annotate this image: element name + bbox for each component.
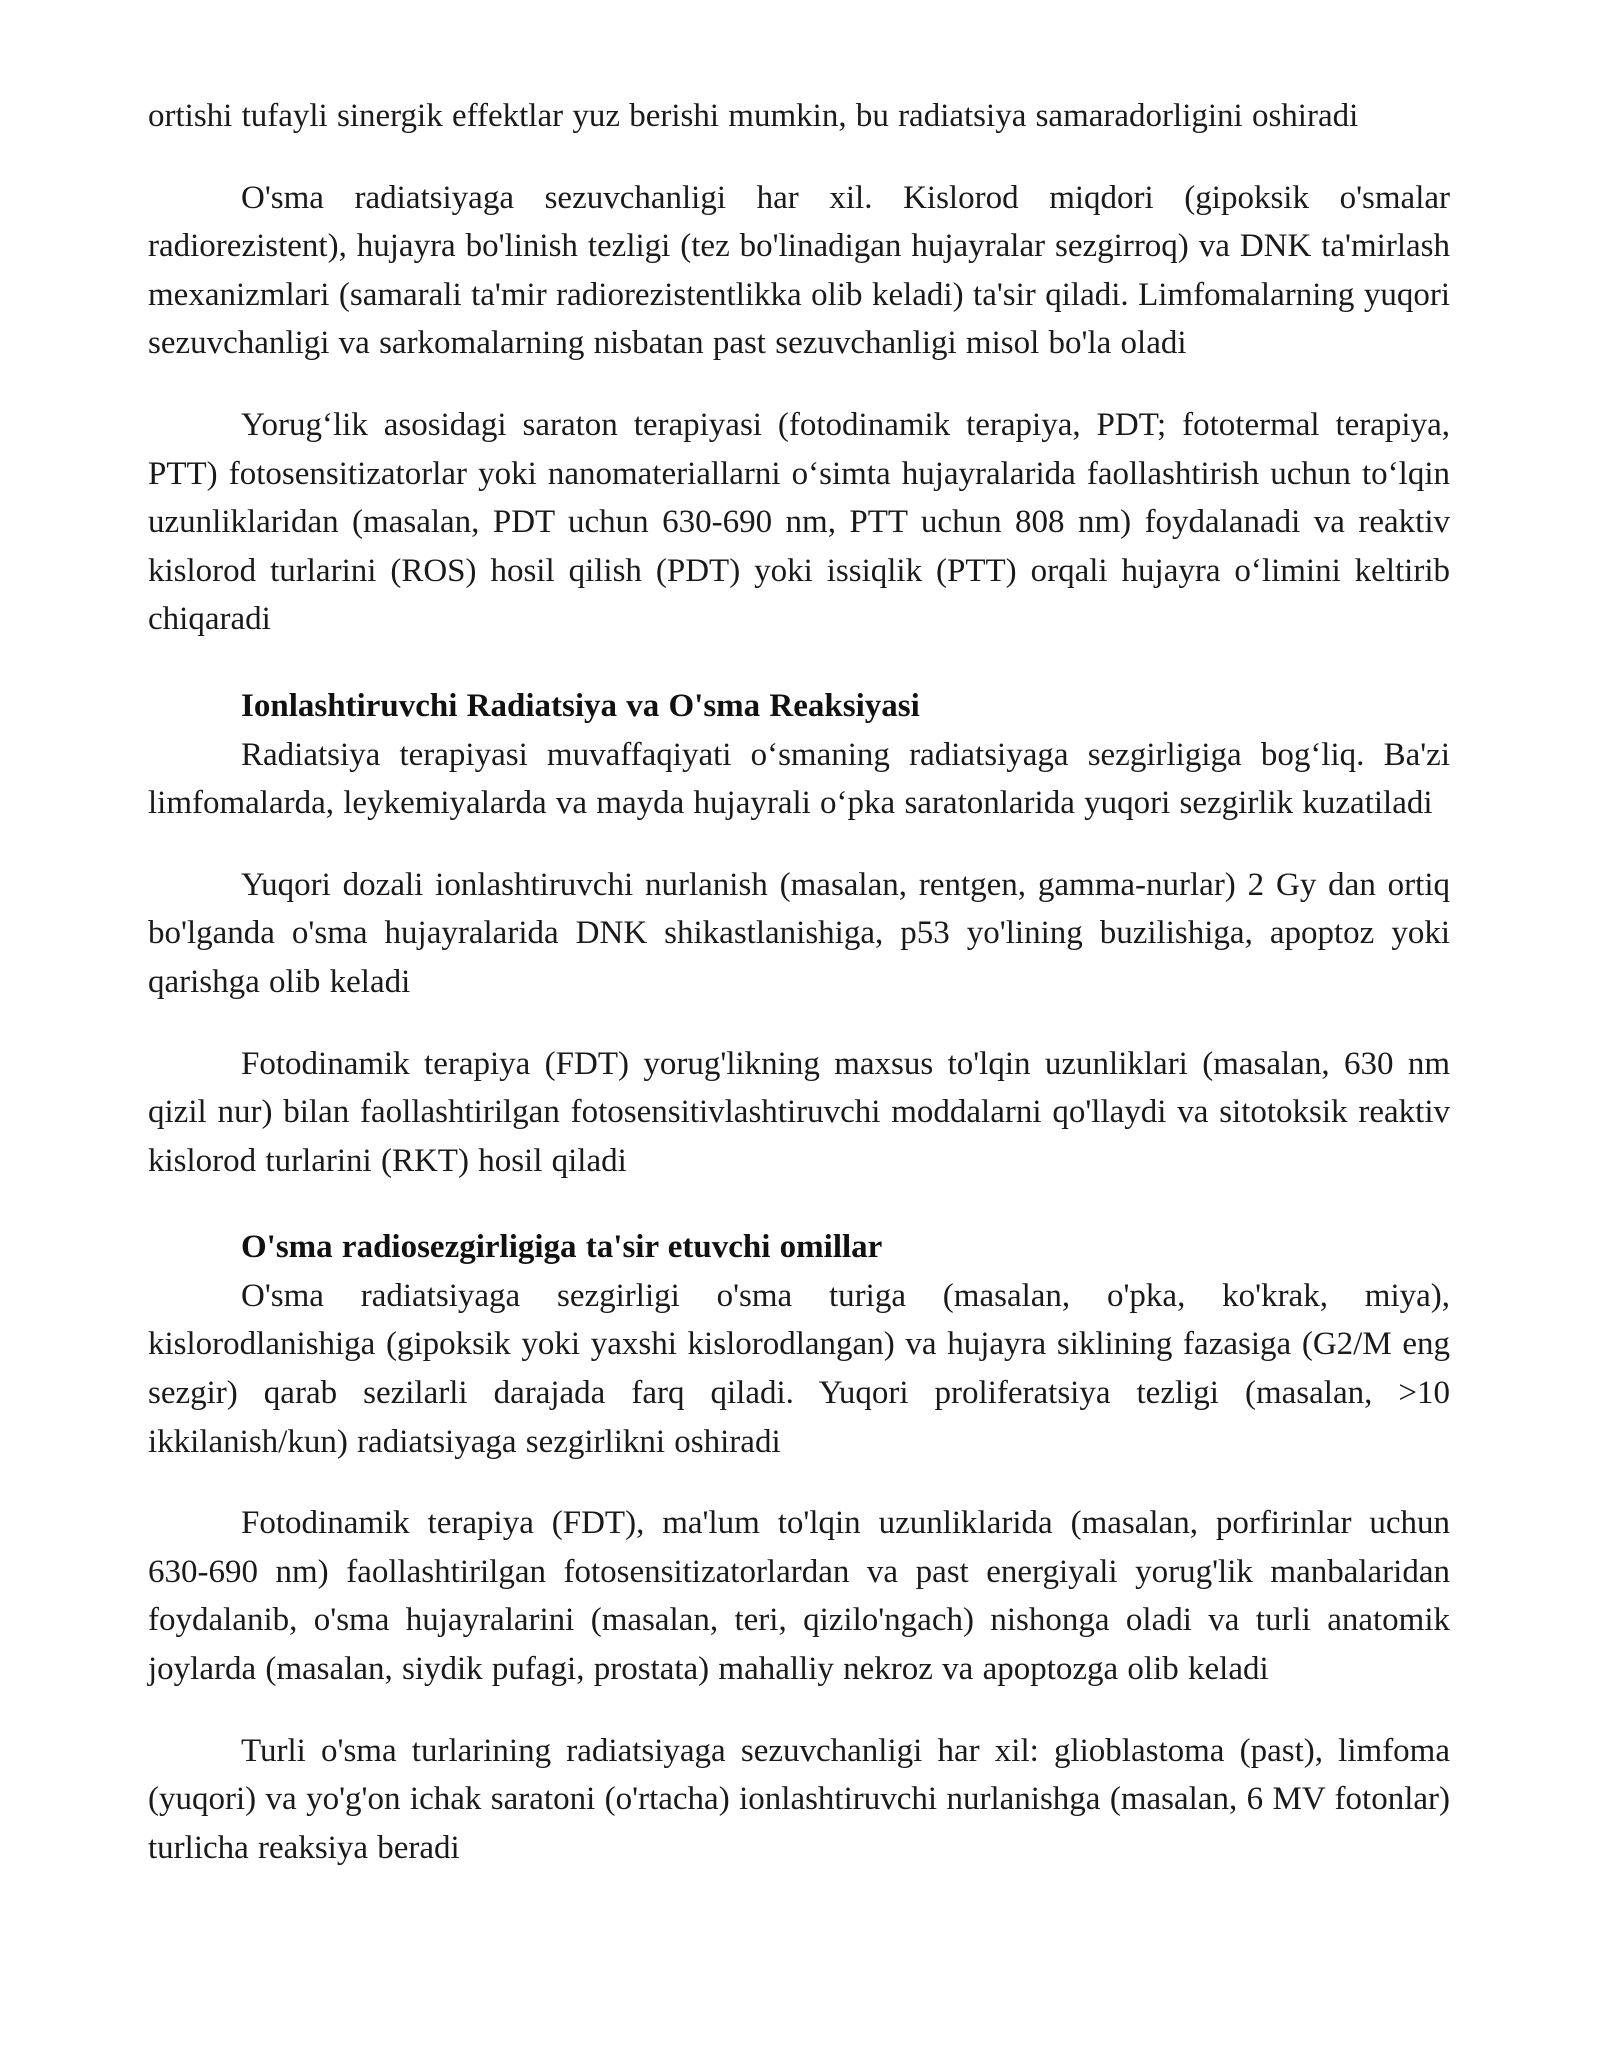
paragraph-radiotherapy-success: Radiatsiya terapiyasi muvaffaqiyati o‘smaning radiatsiyaga sezgirligiga bog‘liq. Ba'zi limfomalarda, leykemiyalarda va mayda hujayrali o‘pka saratonlarida yuqori sezgirlik kuzatiladi [148,736,1450,822]
paragraph-high-dose-radiation: Yuqori dozali ionlashtiruvchi nurlanish (masalan, rentgen, gamma-nurlar) 2 Gy dan ortiq bo'lganda o'sma hujayralarida DNK shikastlanishiga, p53 yo'lining buzilishiga, apoptoz yoki qarishga olib keladi [148,866,1450,1000]
paragraph-pdt-wavelengths: Fotodinamik terapiya (FDT), ma'lum to'lqin uzunliklarida (masalan, porfirinlar uchun 630-690 nm) faollashtirilgan fotosensitizatorlardan va past energiyali yorug'lik manbalaridan foydalanib, o'sma hujayralarini (masalan, teri, qizilo'ngach) nishonga oladi va turli anatomik joylarda (masalan, siydik pufagi, prostata) mahalliy nekroz va apoptozga olib keladi [148,1505,1450,1688]
section-heading-ionizing-radiation: Ionlashtiruvchi Radiatsiya va O'sma Reaksiyasi [241,687,920,724]
paragraph-tumor-types: Turli o'sma turlarining radiatsiyaga sezuvchanligi har xil: glioblastoma (past), limfoma (yuqori) va yo'g'on ichak saratoni (o'rtacha) ionlashtiruvchi nurlanishga (masalan, 6 MV fotonlar) turlicha reaksiya beradi [148,1732,1450,1866]
paragraph-photodynamic-therapy: Fotodinamik terapiya (FDT) yorug'likning maxsus to'lqin uzunliklari (masalan, 630 nm qizil nur) bilan faollashtirilgan fotosensitivlashtiruvchi moddalarni qo'llaydi va sitotoksik reaktiv kislorod turlarini (RKT) hosil qiladi [148,1045,1450,1179]
paragraph-tumor-radiosensitivity: O'sma radiatsiyaga sezuvchanligi har xil. Kislorod miqdori (gipoksik o'smalar radiorezistent), hujayra bo'linish tezligi (tez bo'linadigan hujayralar sezgirroq) va DNK ta'mirlash mexanizmlari (samarali ta'mir radiorezistentlikka olib keladi) ta'sir qiladi. Limfomalarning yuqori sezuvchanligi va sarkomalarning nisbatan past sezuvchanligi misol bo'la oladi [148,179,1450,362]
section-heading-radiosensitivity-factors: O'sma radiosezgirligiga ta'sir etuvchi omillar [241,1229,883,1266]
document-page [148,92,1450,1905]
paragraph-continuation: ortishi tufayli sinergik effektlar yuz berishi mumkin, bu radiatsiya samaradorligini oshiradi [148,98,1359,134]
paragraph-light-based-therapy: Yorug‘lik asosidagi saraton terapiyasi (fotodinamik terapiya, PDT; fototermal terapiya, PTT) fotosensitizatorlar yoki nanomateriallarni o‘simta hujayralarida faollashtirish uchun to‘lqin uzunliklaridan (masalan, PDT uchun 630-690 nm, PTT uchun 808 nm) foydalanadi va reaktiv kislorod turlarini (ROS) hosil qilish (PDT) yoki issiqlik (PTT) orqali hujayra o‘limini keltirib chiqaradi [148,406,1450,638]
paragraph-sensitivity-factors: O'sma radiatsiyaga sezgirligi o'sma turiga (masalan, o'pka, ko'krak, miya), kislorodlanishiga (gipoksik yoki yaxshi kislorodlangan) va hujayra siklining fazasiga (G2/M eng sezgir) qarab sezilarli darajada farq qiladi. Yuqori proliferatsiya tezligi (masalan, >10 ikkilanish/kun) radiatsiyaga sezgirlikni oshiradi [148,1277,1450,1460]
